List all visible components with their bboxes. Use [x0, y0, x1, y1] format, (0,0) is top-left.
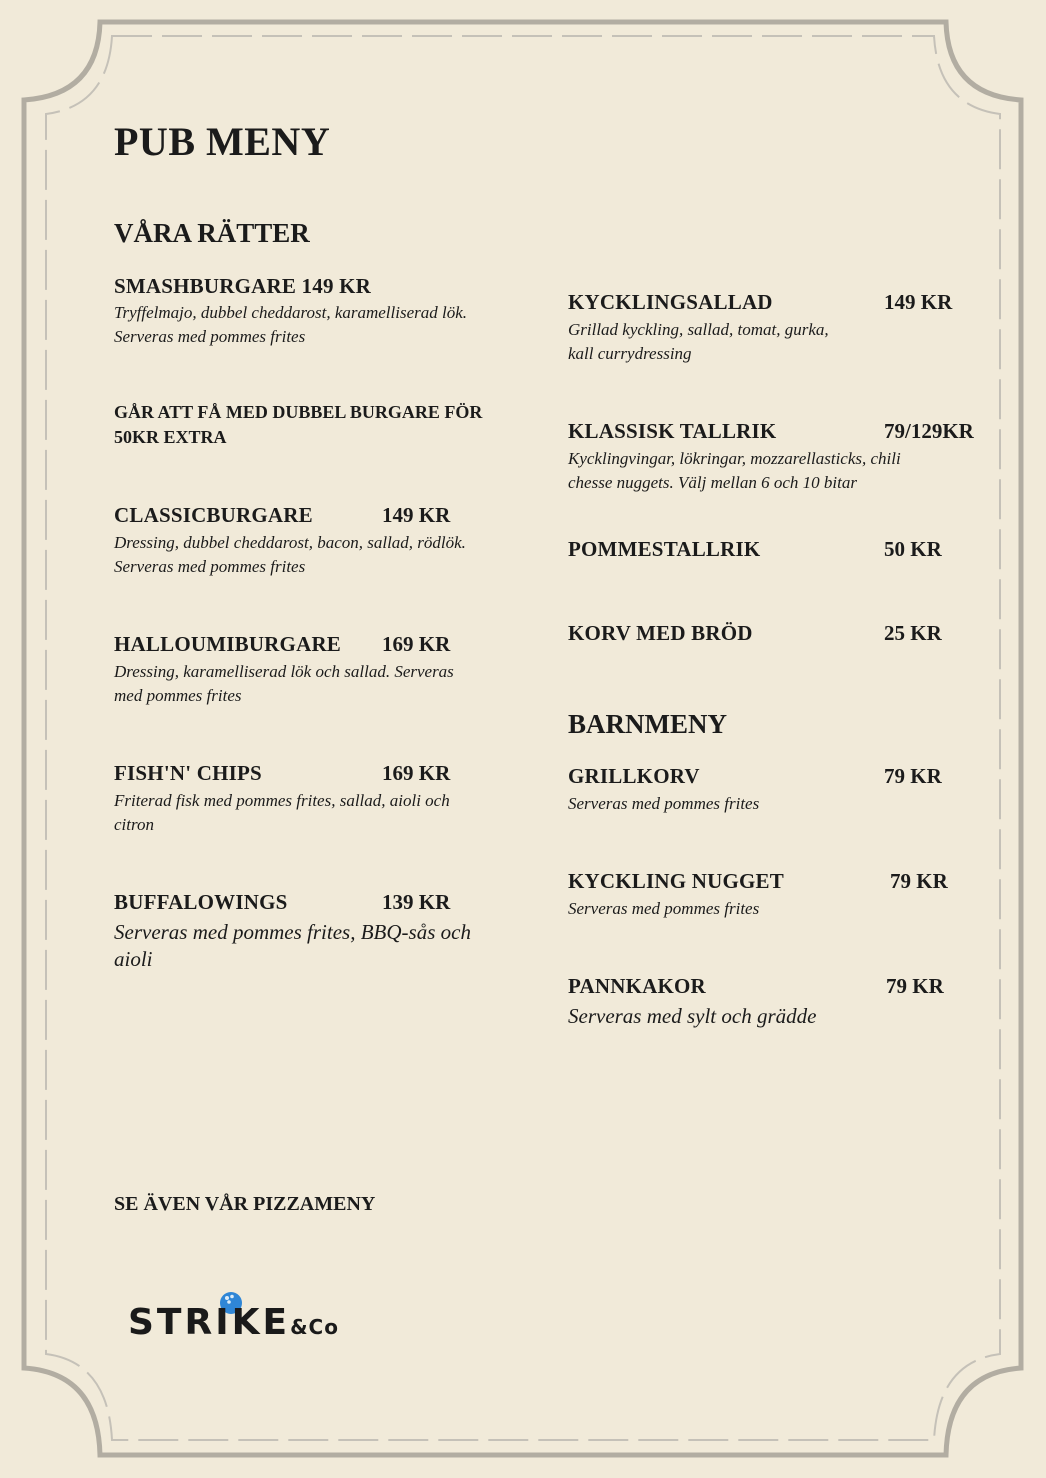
item-name: HALLOUMIBURGARE: [114, 632, 342, 656]
menu-item-buffalowings: [114, 890, 494, 973]
item-description: Serveras med pommes frites: [568, 794, 760, 813]
menu-item-pannkakor: [568, 974, 988, 1030]
menu-item-fish-n-chips: [114, 761, 484, 837]
item-name: CLASSICBURGARE: [114, 503, 313, 527]
item-price: 149 KR: [382, 503, 451, 527]
item-description: Friterad fisk med pommes frites, sallad, aioli och citron: [114, 791, 450, 834]
item-price: 25 KR: [884, 621, 942, 645]
menu-item-kyckling-nugget: [568, 869, 988, 921]
double-burger-note: GÅR ATT FÅ MED DUBBEL BURGARE FÖR 50KR EXTRA: [114, 402, 483, 447]
item-price: 169 KR: [382, 761, 451, 785]
menu-item-korv-med-brod: [568, 621, 988, 646]
pizza-menu-note: SE ÄVEN VÅR PIZZAMENY: [114, 1193, 376, 1215]
item-price: 79/129KR: [884, 419, 974, 443]
item-description: Grillad kyckling, sallad, tomat, gurka, kall currydressing: [568, 320, 829, 363]
item-name: FISH'N' CHIPS: [114, 761, 262, 785]
item-description: Tryffelmajo, dubbel cheddarost, karamelliserad lök. Serveras med pommes frites: [114, 303, 468, 346]
item-name: POMMESTALLRIK: [568, 537, 761, 561]
item-name: BUFFALOWINGS: [114, 890, 288, 914]
menu-item-kycklingsallad: [568, 290, 988, 366]
item-name: SMASHBURGARE 149 KR: [114, 274, 371, 298]
item-description: Serveras med pommes frites, BBQ-sås och aioli: [114, 920, 471, 971]
item-price: 169 KR: [382, 632, 451, 656]
menu-item-classicburgare: [114, 503, 494, 579]
strike-and-co-logo: [128, 1290, 388, 1350]
item-name: KYCKLINGSALLAD: [568, 290, 773, 314]
item-name: KORV MED BRÖD: [568, 621, 753, 645]
menu-item-klassisk-tallrik: [568, 419, 988, 495]
item-description: Serveras med sylt och grädde: [568, 1004, 817, 1028]
item-name: KLASSISK TALLRIK: [568, 419, 777, 443]
item-name: KYCKLING NUGGET: [568, 869, 784, 893]
item-price: 50 KR: [884, 537, 942, 561]
section-heading-main: VÅRA RÄTTER: [114, 218, 310, 248]
item-description: Serveras med pommes frites: [568, 899, 760, 918]
item-name: PANNKAKOR: [568, 974, 706, 998]
item-description: Kycklingvingar, lökringar, mozzarellasticks, chili chesse nuggets. Välj mellan 6 och 10 bitar: [568, 449, 901, 492]
item-description: Dressing, karamelliserad lök och sallad. Serveras med pommes frites: [114, 662, 454, 705]
item-price: 79 KR: [890, 869, 948, 893]
item-price: 79 KR: [886, 974, 944, 998]
section-heading-kids: BARNMENY: [568, 709, 727, 739]
item-price: 139 KR: [382, 890, 451, 914]
logo-text: STRIKE&Co: [128, 1302, 339, 1343]
item-description: Dressing, dubbel cheddarost, bacon, sallad, rödlök. Serveras med pommes frites: [114, 533, 466, 576]
menu-item-grillkorv: [568, 764, 988, 816]
menu-item-pommestallrik: [568, 537, 988, 562]
page-title: PUB MENY: [114, 119, 331, 164]
menu-item-halloumiburgare: [114, 632, 484, 708]
item-price: 149 KR: [884, 290, 953, 314]
item-name: GRILLKORV: [568, 764, 700, 788]
item-price: 79 KR: [884, 764, 942, 788]
menu-item-smashburgare: [114, 274, 494, 349]
